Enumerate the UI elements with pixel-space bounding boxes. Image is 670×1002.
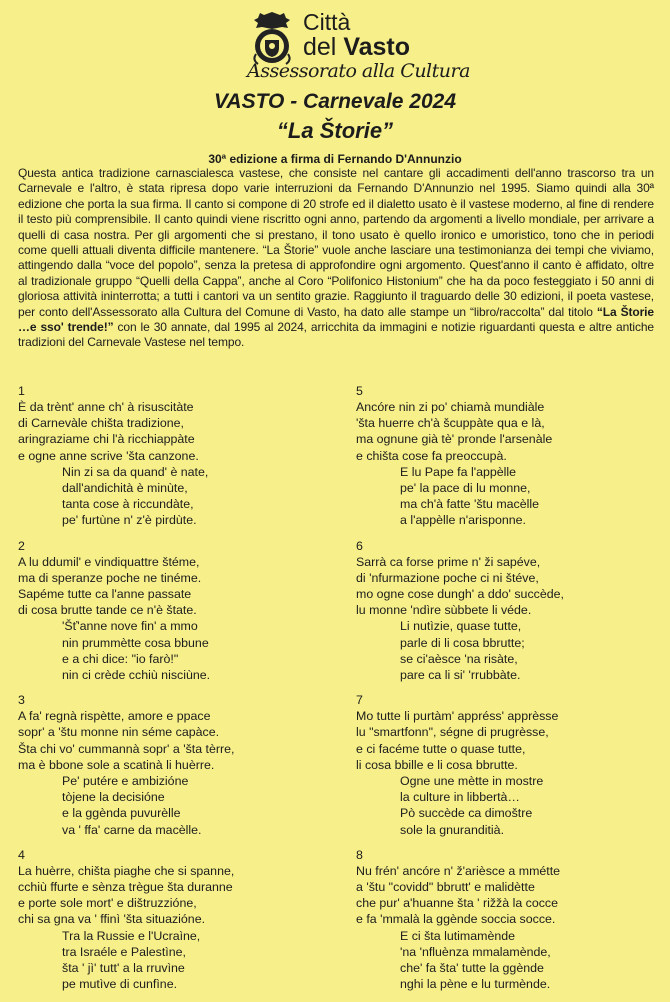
refrain-line: šta ' jì' tutt' a la rruvìne — [62, 961, 185, 976]
refrain-line: E ci šta lutimamènde — [400, 928, 516, 943]
refrain-line: Li nutìzie, quase tutte, — [400, 619, 522, 634]
refrain-line: pe' la pace di lu monne, — [400, 481, 531, 496]
verse-line: e porte sole mort' e dištruzzióne, — [18, 896, 197, 911]
refrain-line: se ci'aèsce 'na risàte, — [400, 651, 518, 666]
stanza-number: 5 — [356, 384, 363, 398]
verse-line: ma è bbone sole a scatinà li huèrre. — [18, 757, 215, 772]
verse-line: Ancóre nin zi po' chiamà mundiàle — [356, 400, 545, 414]
refrain-line: Pe' putére e ambizióne — [62, 774, 189, 789]
refrain-line: tòjene la decisióne — [62, 790, 165, 805]
verse-line: 'šta huerre ch'à šcuppàte qua e là, — [356, 416, 545, 431]
verse-line: che pur' a'huanne šta ' rižžà la cocce — [356, 896, 559, 911]
verse-line: A lu ddumil' e vindiquattre štéme, — [18, 554, 200, 569]
header-city: Città — [303, 9, 351, 35]
refrain-line: a l'appèlle n'arisponne. — [400, 513, 526, 528]
verse-line: Sapéme tutte ca l'anne passate — [18, 587, 192, 602]
verse-line: ma ognune già tè' pronde l'arsenàle — [356, 432, 553, 447]
refrain-line: 'Šť'anne nove fin' a mmo — [62, 619, 198, 634]
stanza-number: 7 — [356, 693, 363, 708]
stanzas-right-column — [356, 383, 656, 1002]
verse-line: cchiù ffurte e sènza trègue šta duranne — [18, 880, 233, 895]
refrain-line: tanta cose à riccundàte, — [62, 497, 194, 512]
stanza-4 — [18, 847, 318, 993]
verse-line: e ci facéme tutte o quase tutte, — [356, 741, 526, 756]
refrain-line: che' fa šta' tutte la ggènde — [400, 961, 544, 976]
verse-line: Nu frén' ancóre n' ž'arièsce a mmétte — [356, 863, 561, 878]
refrain-line: nghi la pène e lu turmènde. — [400, 977, 551, 992]
verse-line: lu "smartfonn", ségne di prugrèsse, — [356, 725, 549, 740]
verse-line: di 'nfurmazione poche ci ni štéve, — [356, 570, 539, 585]
refrain-line: e a chi dice: "io farò!" — [62, 651, 179, 666]
refrain-line: pe' furtùne n' z'è pirdùte. — [62, 513, 197, 528]
verse-line: di cosa brutte tande ce n'è štate. — [18, 603, 197, 618]
verse-line: lu monne 'ndìre sùbbete li véde. — [356, 603, 532, 618]
verse-line: e ogne anne scrive 'šta canzone. — [18, 448, 199, 463]
refrain-line: tra Israéle e Palestìne, — [62, 944, 186, 959]
verse-line: aringraziame chi l'à ricchiappàte — [18, 432, 195, 447]
stanzas-left-column — [18, 383, 318, 1002]
stanza-3 — [18, 692, 318, 838]
book-title: “La Štorie …e sso' trende!” — [18, 304, 654, 335]
stanza-1 — [18, 383, 318, 529]
refrain-line: pare ca li si' 'rrubbàte. — [400, 668, 521, 683]
verse-line: ma di speranze poche ne tinéme. — [18, 570, 202, 585]
refrain-line: la culture in libbertà… — [400, 790, 520, 805]
refrain-line: va ' ffa' carne da macèlle. — [62, 822, 202, 837]
verse-line: Mo tutte li purtàm' appréss' apprèsse — [356, 709, 559, 724]
stanza-number: 4 — [18, 847, 25, 862]
header-assessorato: Assessorato alla Cultura — [247, 60, 470, 82]
verse-line: Sarrà ca forse prime n' ži sapéve, — [356, 554, 541, 569]
stanza-8 — [356, 847, 656, 993]
stanza-6 — [356, 538, 656, 684]
stanza-2 — [18, 538, 318, 684]
refrain-line: pe mutìve di cunfìne. — [62, 977, 178, 992]
verse-line: chi sa gna va ' ffinì 'šta situazióne. — [18, 912, 206, 927]
header — [0, 6, 670, 86]
verse-line: di Carnevàle chišta tradizione, — [18, 416, 184, 431]
stanza-number: 8 — [356, 847, 363, 862]
verse-line: Šta chi vo' cummannà sopr' a 'šta tèrre, — [18, 741, 235, 756]
stanza-number: 2 — [18, 538, 25, 553]
refrain-line: E lu Pape fa l'appèlle — [400, 464, 517, 479]
refrain-line: dall'andichità è minùte, — [62, 481, 188, 496]
intro-paragraph: Questa antica tradizione carnascialesca vastese, che consiste nel cantare gli accadimenti dell'anno trascorso tra un Carnevale e l'altro, è stata ripresa dopo varie interruzioni da Fernando D'Annunzio nel 1995. Siamo quindi alla 30ª edizione che porta la sua firma. Il canto si compone di 20 strofe ed il dialetto usato è il vastese moderno, al fine di rendere il testo più comprensibile. Il canto quindi viene riscritto ogni anno, partendo da argomenti a livello mondiale, per arrivare a quelli di casa nostra. Per gli argomenti che si prestano, il tono usato è quello ironico e umoristico, tono che in periodi come quelli attuali diventa difficile mantenere. “La Štorie” vuole anche lasciare una testimonianza dei tempi che viviamo, attingendo dalla “voce del popolo”, senza la pretesa di approfondire ogni argomento. Quest'anno il canto è affidato, oltre al tradizionale gruppo “Quelli della Cappa”, anche al Coro “Polifonico Histonium” che ha da poco festeggiato i 50 anni di gloriosa attività ininterrotta; a tutti i cantori va un sentito grazie. Raggiunto il traguardo delle 30 edizioni, il poeta vastese, per conto dell'Assessorato alla Cultura del Comune di Vasto, ha dato alle stampe un “libro/raccolta” dal titolo “La Štorie …e sso' trende!” con le 30 annate, dal 1995 al 2024, arricchita da immagini e notizie riguardanti questa e altre antiche tradizioni del Carnevale Vastese nel tempo. — [18, 166, 655, 350]
stanza-number: 3 — [18, 693, 25, 708]
refrain-line: Pò succède ca dimoštre — [400, 806, 533, 821]
refrain-line: e la ggènda puvurèlle — [62, 806, 181, 821]
page-title: VASTO - Carnevale 2024 — [213, 90, 456, 113]
page-subtitle: “La Štorie” — [276, 118, 394, 143]
stanza-7 — [356, 692, 656, 838]
refrain-line: sole la gnuranditià. — [400, 822, 505, 837]
verse-line: a 'štu "covidd" bbrutt' e malidètte — [356, 880, 535, 895]
verse-line: e fa 'mmalà la ggènde soccia socce. — [356, 912, 556, 927]
refrain-line: Tra la Russie e l'Ucraìne, — [62, 928, 201, 943]
verse-line: A fa' regnà rispètte, amore e ppace — [18, 709, 211, 724]
stanza-5 — [356, 383, 656, 529]
stanza-number: 1 — [18, 384, 25, 398]
stanza-number: 6 — [356, 538, 363, 553]
refrain-line: nin prummètte cosa bbune — [62, 635, 209, 650]
refrain-line: ma ch'à fatte 'štu macèlle — [400, 497, 540, 512]
refrain-line: parle di li cosa bbrutte; — [400, 635, 525, 650]
refrain-line: Ogne une mètte in mostre — [400, 774, 544, 789]
verse-line: È da trènt' anne ch' à risuscitàte — [18, 400, 194, 414]
header-del-vasto: del Vasto — [303, 33, 411, 61]
coat-of-arms-icon — [250, 10, 294, 66]
edition-line: 30ª edizione a firma di Fernando D'Annunzio — [208, 152, 462, 166]
verse-line: sopr' a 'štu monne nin séme capàce. — [18, 725, 220, 740]
verse-line: mo ogne cose dungh' a ddo' succède, — [356, 587, 564, 602]
refrain-line: nin ci crède cchiù nisciùne. — [62, 668, 211, 683]
verse-line: La huèrre, chišta piaghe che si spanne, — [18, 863, 235, 878]
verse-line: li cosa bbille e li cosa bbrutte. — [356, 757, 518, 772]
refrain-line: 'na 'nfluènza mmalamènde, — [400, 944, 551, 959]
refrain-line: Nin zi sa da quand' è nate, — [62, 464, 209, 479]
verse-line: e chišta cose fa preoccupà. — [356, 448, 507, 463]
